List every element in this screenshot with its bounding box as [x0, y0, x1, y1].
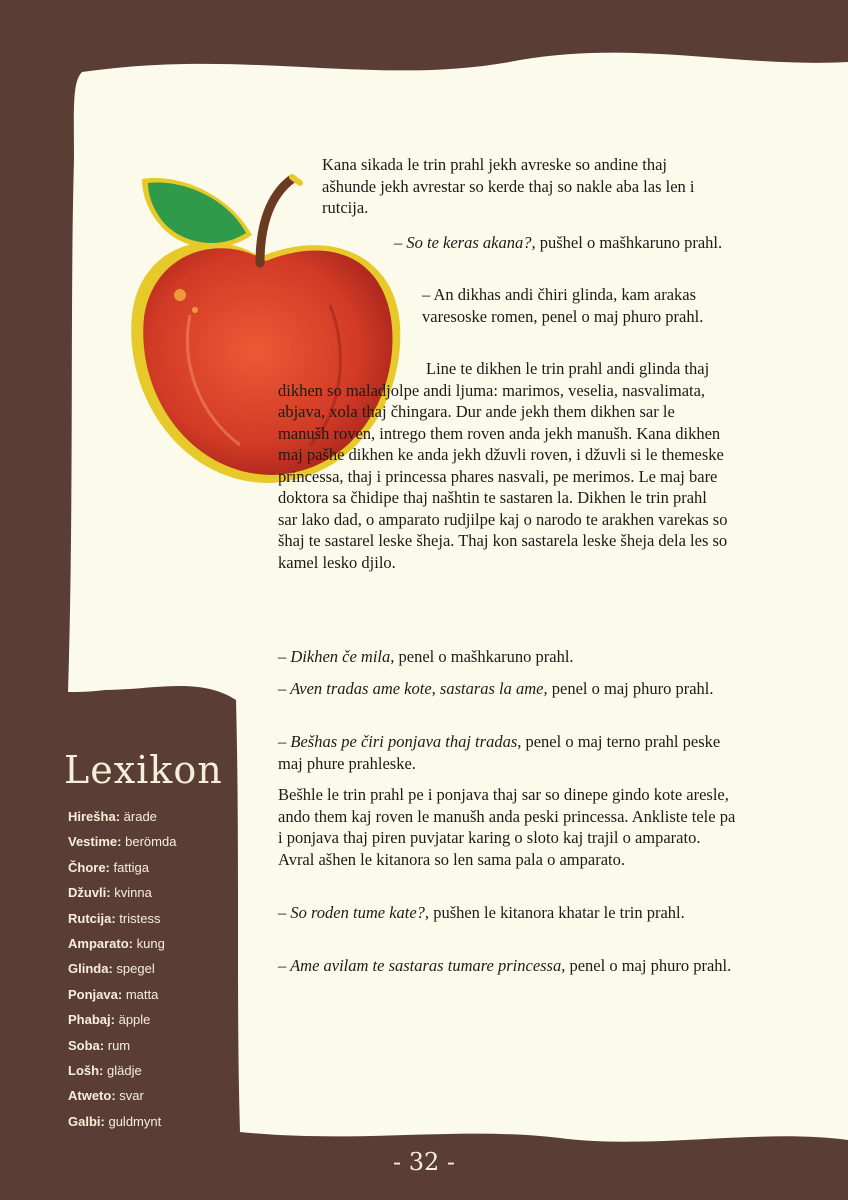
- story-paragraph-9: – So roden tume kate?, pušhen le kitanora khatar le trin prahl.: [278, 903, 685, 922]
- lexikon-entry: Soba: rum: [68, 1037, 131, 1053]
- story-paragraph-8: Bešhle le trin prahl pe i ponjava thaj sar so dinepe gindo kote aresle, ando them kaj roven le manušh anda peski princessa. Ankliste tele pa i ponjava thaj piren puvjatar karing o sloto kaj trajil o amparato. Avral ašhen le kitanora so len sama pala o amparato.: [278, 785, 736, 869]
- lexikon-list: [68, 807, 238, 1137]
- lexikon-entry: Atweto: svar: [68, 1088, 144, 1104]
- story-paragraph-3: – An dikhas andi čhiri glinda, kam arakas varesoske romen, penel o maj phuro prahl.: [422, 285, 704, 326]
- quote-text: – Ame avilam te sastaras tumare princessa,: [278, 956, 566, 975]
- lexikon-entry: Rutcija: tristess: [68, 910, 161, 926]
- lexikon-entry: Vestime: berömda: [68, 834, 177, 850]
- lexikon-entry: Lošh: glädje: [68, 1062, 142, 1078]
- lexikon-entry: Phabaj: äpple: [68, 1012, 151, 1028]
- lexikon-title: Lexikon: [64, 748, 223, 792]
- lexikon-entry: Amparato: kung: [68, 935, 165, 951]
- lexikon-entry: Ponjava: matta: [68, 986, 159, 1002]
- story-paragraph-10: – Ame avilam te sastaras tumare princessa, penel o maj phuro prahl.: [278, 956, 732, 975]
- lexikon-entry: Galbi: guldmynt: [68, 1113, 162, 1129]
- story-paragraph-2: – So te keras akana?, pušhel o mašhkaruno prahl.: [394, 233, 723, 252]
- quote-text: – Dikhen če mila,: [278, 647, 395, 666]
- story-paragraph-7: – Bešhas pe čiri ponjava thaj tradas, penel o maj terno prahl peske maj phure prahleske.: [278, 732, 721, 773]
- quote-text: – Bešhas pe čiri ponjava thaj tradas,: [278, 732, 522, 751]
- lexikon-entry: Glinda: spegel: [68, 961, 155, 977]
- page-number: - 32 -: [392, 1148, 455, 1176]
- lexikon-entry: Džuvli: kvinna: [68, 885, 152, 901]
- lexikon-entry: Čhore: fattiga: [68, 859, 149, 875]
- quote-text: – So te keras akana?,: [394, 233, 536, 252]
- story-paragraph-4: Line te dikhen le trin prahl andi glinda thaj dikhen so maladjolpe andi ljuma: marimos, veselia, nasvalimata, abjava, xola thaj čhingara. Dur ande jekh them dikhen sar le manušh roven, intrego them roven anda jekh manušh. Kana dikhen maj pašhe dikhen ke anda jekh džuvli roven, i džuvli si le themeske princessa, thaj i princessa phares nasvali, pe merimos. Le maj bare doktora sa čhidipe thaj našhtin te sastaren la. Dikhen le trin prahl sar lako dad, o amparato rudjilpe kaj o narodo te arakhen varekas so šhaj te sastarel leske šheja. Thaj kon sastarela leske šheja dela les so kamel lesko djilo.: [278, 359, 728, 572]
- quote-text: – So roden tume kate?,: [278, 903, 430, 922]
- story-paragraph-6: – Aven tradas ame kote, sastaras la ame, penel o maj phuro prahl.: [278, 679, 714, 698]
- story-paragraph-1: Kana sikada le trin prahl jekh avreske so andine thaj ašhunde jekh avrestar so kerde thaj so nakle aba las len i rutcija.: [322, 155, 695, 217]
- story-paragraph-5: – Dikhen če mila, penel o mašhkaruno prahl.: [278, 647, 574, 666]
- lexikon-entry: Hirešha: ärade: [68, 809, 157, 824]
- quote-text: – Aven tradas ame kote, sastaras la ame,: [278, 679, 548, 698]
